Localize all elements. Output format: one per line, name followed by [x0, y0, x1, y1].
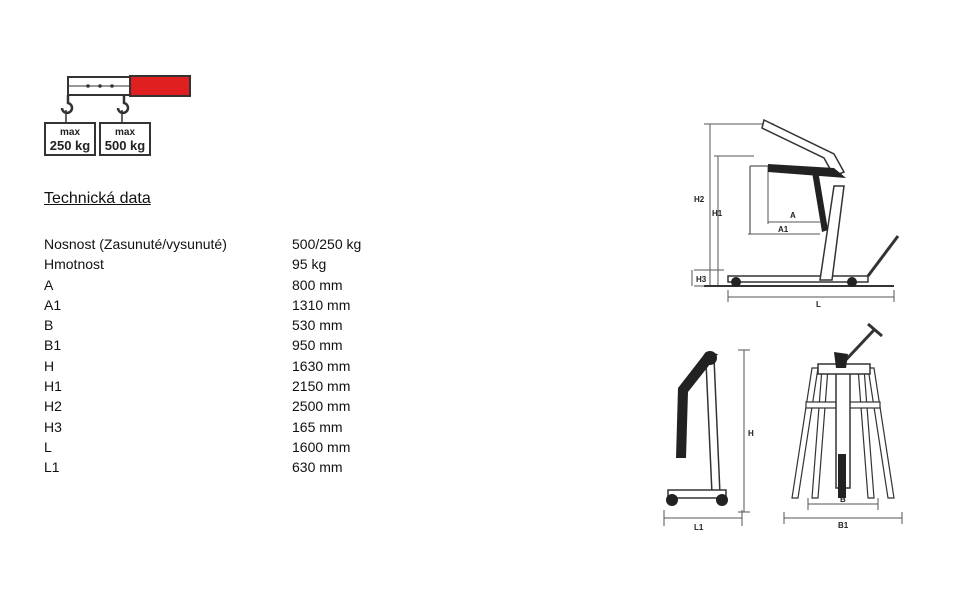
capacity-logo — [40, 74, 192, 158]
spec-row — [44, 417, 412, 437]
label-h: H — [748, 429, 754, 438]
spec-row — [44, 396, 412, 416]
spec-value: 1310 mm — [292, 296, 351, 313]
box1-line2: 250 kg — [49, 138, 91, 153]
label-h1: H1 — [712, 209, 723, 218]
boom-extension-red — [130, 76, 190, 96]
spec-value: 2500 mm — [292, 398, 351, 415]
spec-row — [44, 315, 412, 335]
front-view-diagram — [778, 322, 908, 536]
side-view-diagram — [684, 110, 910, 310]
spec-value: 530 mm — [292, 317, 343, 334]
label-b: B — [840, 495, 846, 504]
spec-row — [44, 335, 412, 355]
label-h2: H2 — [694, 195, 705, 204]
label-l1: L1 — [694, 523, 704, 532]
spec-value: 165 mm — [292, 418, 343, 435]
wheel-icon — [666, 494, 678, 506]
wheel-icon — [716, 494, 728, 506]
spec-label: B1 — [44, 337, 62, 354]
spec-label: H2 — [44, 398, 62, 415]
spec-value: 950 mm — [292, 337, 343, 354]
boom-dot — [110, 84, 114, 88]
spec-row — [44, 376, 412, 396]
spec-value: 630 mm — [292, 459, 343, 476]
hook-icon — [62, 95, 72, 113]
spec-value: 500/250 kg — [292, 236, 362, 252]
label-b1: B1 — [838, 521, 849, 530]
spec-value: 800 mm — [292, 276, 343, 293]
spec-label: Nosnost (Zasunuté/vysunuté) — [44, 236, 227, 252]
label-a1: A1 — [778, 225, 789, 234]
folded-view-diagram — [658, 342, 768, 536]
pulley-icon — [703, 351, 717, 365]
section-title: Technická data — [44, 190, 151, 207]
label-l: L — [816, 300, 821, 309]
spec-label: Hmotnost — [44, 256, 104, 273]
label-h3: H3 — [696, 275, 707, 284]
spec-label: A — [44, 276, 54, 293]
spec-value: 1600 mm — [292, 438, 351, 455]
spec-row — [44, 254, 412, 274]
box2-line2: 500 kg — [104, 138, 146, 153]
spec-label: H3 — [44, 418, 62, 435]
wheel-icon — [847, 277, 857, 287]
box1-line1: max — [59, 127, 81, 138]
spec-value: 2150 mm — [292, 378, 351, 395]
box2-line1: max — [114, 127, 136, 138]
spec-label: L — [44, 438, 52, 455]
spec-row — [44, 234, 412, 254]
spec-label: L1 — [44, 459, 60, 476]
spec-label: H1 — [44, 378, 62, 395]
spec-row — [44, 437, 412, 457]
spec-row — [44, 275, 412, 295]
spec-label: H — [44, 357, 55, 374]
spec-label: A1 — [44, 296, 62, 313]
spec-row — [44, 356, 412, 376]
hook-icon — [118, 95, 128, 113]
spec-table — [44, 234, 412, 478]
spec-row — [44, 295, 412, 315]
wheel-icon — [731, 277, 741, 287]
boom-dot — [86, 84, 90, 88]
spec-row — [44, 457, 412, 477]
spec-value: 1630 mm — [292, 357, 351, 374]
label-a: A — [790, 211, 796, 220]
spec-label: B — [44, 317, 54, 334]
spec-value: 95 kg — [292, 256, 327, 273]
boom-dot — [98, 84, 102, 88]
